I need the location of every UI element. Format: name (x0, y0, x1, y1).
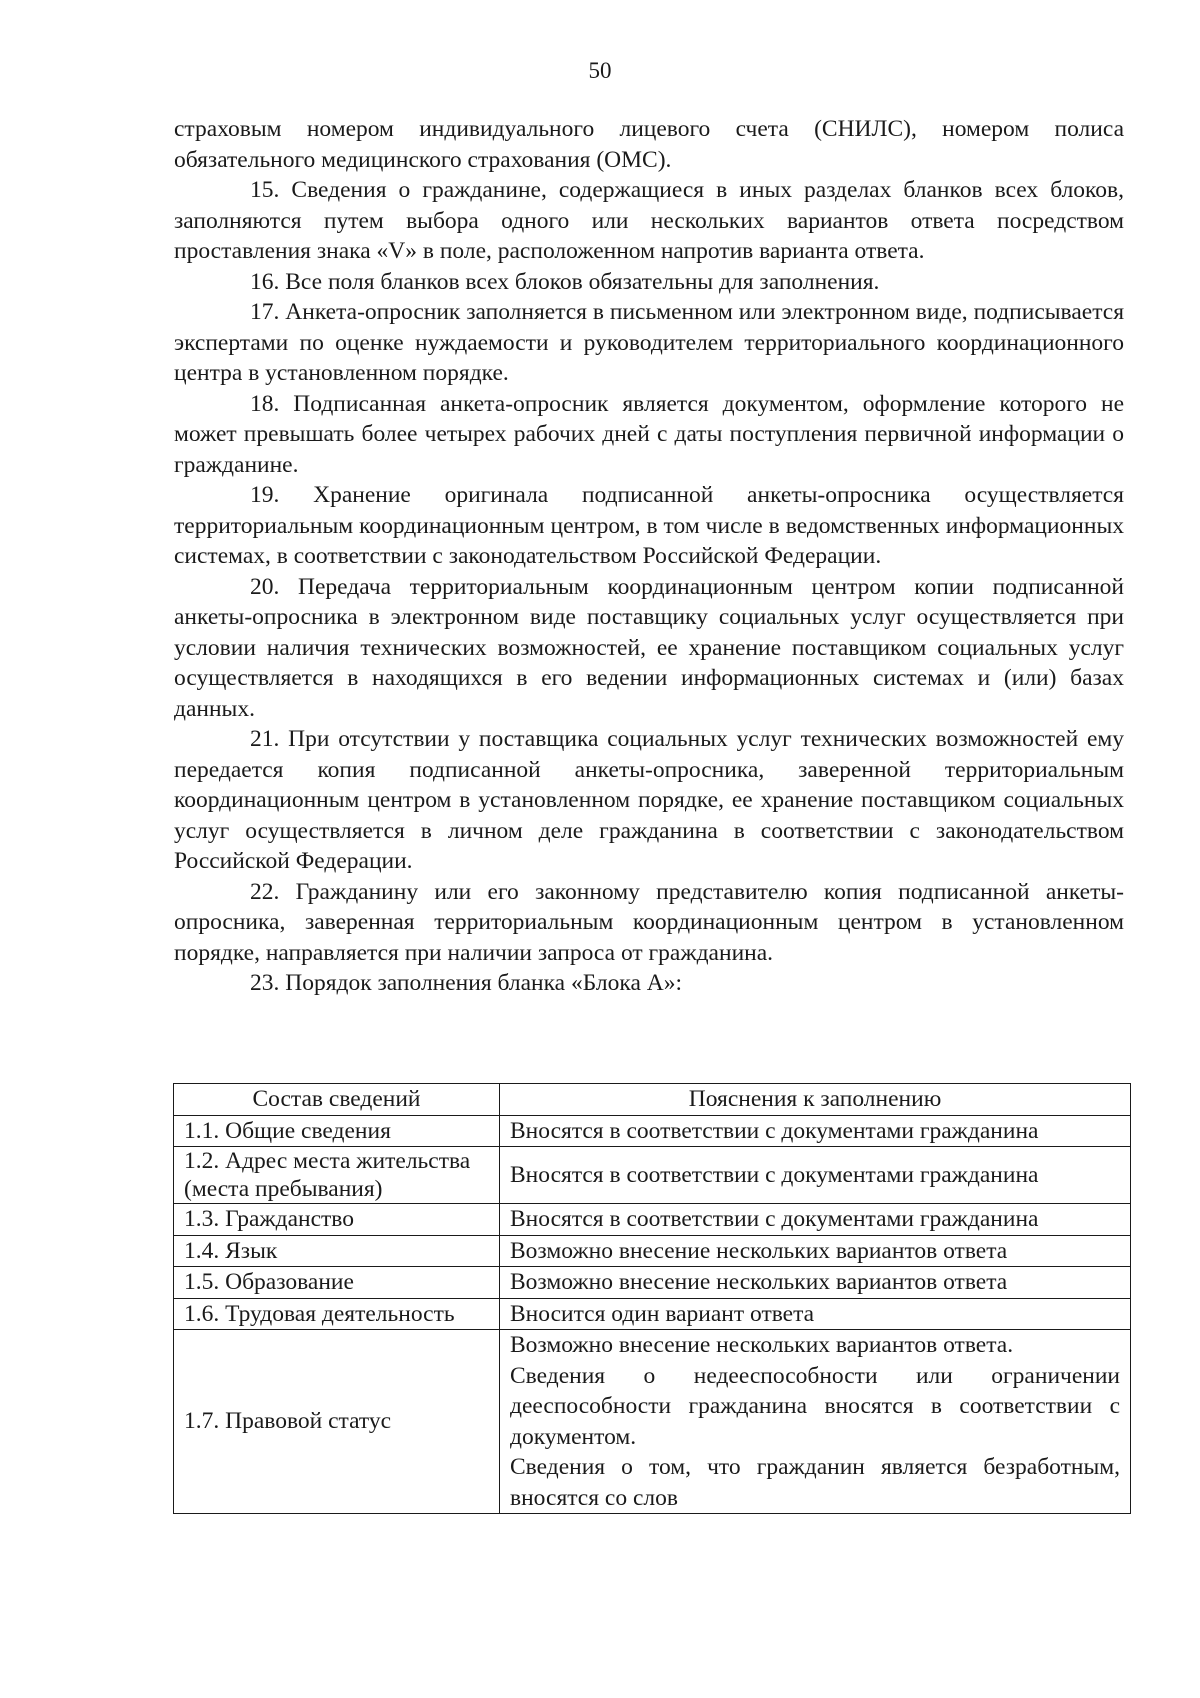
paragraph-18: 18. Подписанная анкета-опросник является документом, оформление которого не может превышать более четырех рабочих дней с даты поступления первичной информации о гражданине. (174, 390, 1124, 478)
table-cell-item: 1.5. Образование (174, 1267, 500, 1299)
note-line: Сведения о том, что гражданин является безработным, вносятся со слов (510, 1454, 1120, 1511)
table-cell-note (500, 1204, 1131, 1236)
table-row (174, 1235, 1131, 1267)
table-row (174, 1204, 1131, 1236)
note-line: Сведения о недееспособности или ограничении дееспособности гражданина вносятся в соответствии с документом. (510, 1362, 1120, 1450)
page-number: 50 (588, 58, 612, 83)
paragraph-19: 19. Хранение оригинала подписанной анкеты-опросника осуществляется территориальным координационным центром, в том числе в ведомственных информационных системах, в соответствии с законодательством Российской Федерации. (174, 482, 1124, 569)
table-cell-note (500, 1330, 1131, 1514)
note-line: Вносятся в соответствии с документами гражданина (510, 1161, 1039, 1188)
paragraph-23: 23. Порядок заполнения бланка «Блока А»: (250, 970, 683, 996)
paragraph-21: 21. При отсутствии у поставщика социальных услуг технических возможностей ему передается копия подписанной анкеты-опросника, заверенной территориальным координационным центром в установленном порядке, ее хранение поставщиком социальных услуг осуществляется в личном деле гражданина в соответствии с законодательством Российской Федерации. (174, 726, 1124, 874)
table-row (174, 1147, 1131, 1204)
table-row (174, 1267, 1131, 1299)
table-cell-item: 1.1. Общие сведения (174, 1115, 500, 1147)
table-row (174, 1298, 1131, 1330)
table-cell-note (500, 1235, 1131, 1267)
note-line: Возможно внесение нескольких вариантов ответа (510, 1237, 1008, 1264)
table-cell-item: 1.3. Гражданство (174, 1204, 500, 1236)
table-cell-note (500, 1267, 1131, 1299)
note-line: Возможно внесение нескольких вариантов ответа. (510, 1332, 1014, 1358)
note-line: Вносятся в соответствии с документами гражданина (510, 1117, 1039, 1144)
paragraph-22: 22. Гражданину или его законному представителю копия подписанной анкеты-опросника, заверенная территориальным координационным центром в установленном порядке, направляется при наличии запроса от гражданина. (174, 878, 1124, 966)
note-line: Вносятся в соответствии с документами гражданина (510, 1206, 1039, 1232)
note-line: Вносится один вариант ответа (510, 1300, 815, 1327)
table-row (174, 1330, 1131, 1514)
table-cell-item: 1.4. Язык (174, 1235, 500, 1267)
paragraph-continuation: страховым номером индивидуального лицевого счета (СНИЛС), номером полиса обязательного медицинского страхования (ОМС). (174, 116, 1124, 173)
block-a-table (173, 1083, 1131, 1514)
paragraph-16: 16. Все поля бланков всех блоков обязательны для заполнения. (250, 268, 880, 295)
table-cell-item: 1.7. Правовой статус (174, 1330, 500, 1514)
paragraph-15: 15. Сведения о гражданине, содержащиеся в иных разделах бланков всех блоков, заполняются путем выбора одного или нескольких вариантов ответа посредством проставления знака «V» в поле, расположенном напротив варианта ответа. (174, 177, 1124, 264)
document-body (174, 114, 1124, 999)
table-header-row (174, 1084, 1131, 1116)
table-header-composition: Состав сведений (174, 1084, 500, 1116)
table-cell-note (500, 1298, 1131, 1330)
paragraph-17: 17. Анкета-опросник заполняется в письменном или электронном виде, подписывается экспертами по оценке нуждаемости и руководителем территориального координационного центра в установленном порядке. (174, 299, 1124, 386)
note-line: Возможно внесение нескольких вариантов ответа (510, 1269, 1008, 1295)
table-cell-note (500, 1115, 1131, 1147)
table-row (174, 1115, 1131, 1147)
paragraph-20: 20. Передача территориальным координационным центром копии подписанной анкеты-опросника в электронном виде поставщику социальных услуг осуществляется при условии наличия технических возможностей, ее хранение поставщиком социальных услуг осуществляется в находящихся в его ведении информационных системах и (или) базах данных. (174, 573, 1124, 722)
table-header-explanations: Пояснения к заполнению (500, 1084, 1131, 1116)
table-cell-item: 1.2. Адрес места жительства (места пребывания) (174, 1147, 500, 1204)
table-cell-note (500, 1147, 1131, 1204)
table-cell-item: 1.6. Трудовая деятельность (174, 1298, 500, 1330)
